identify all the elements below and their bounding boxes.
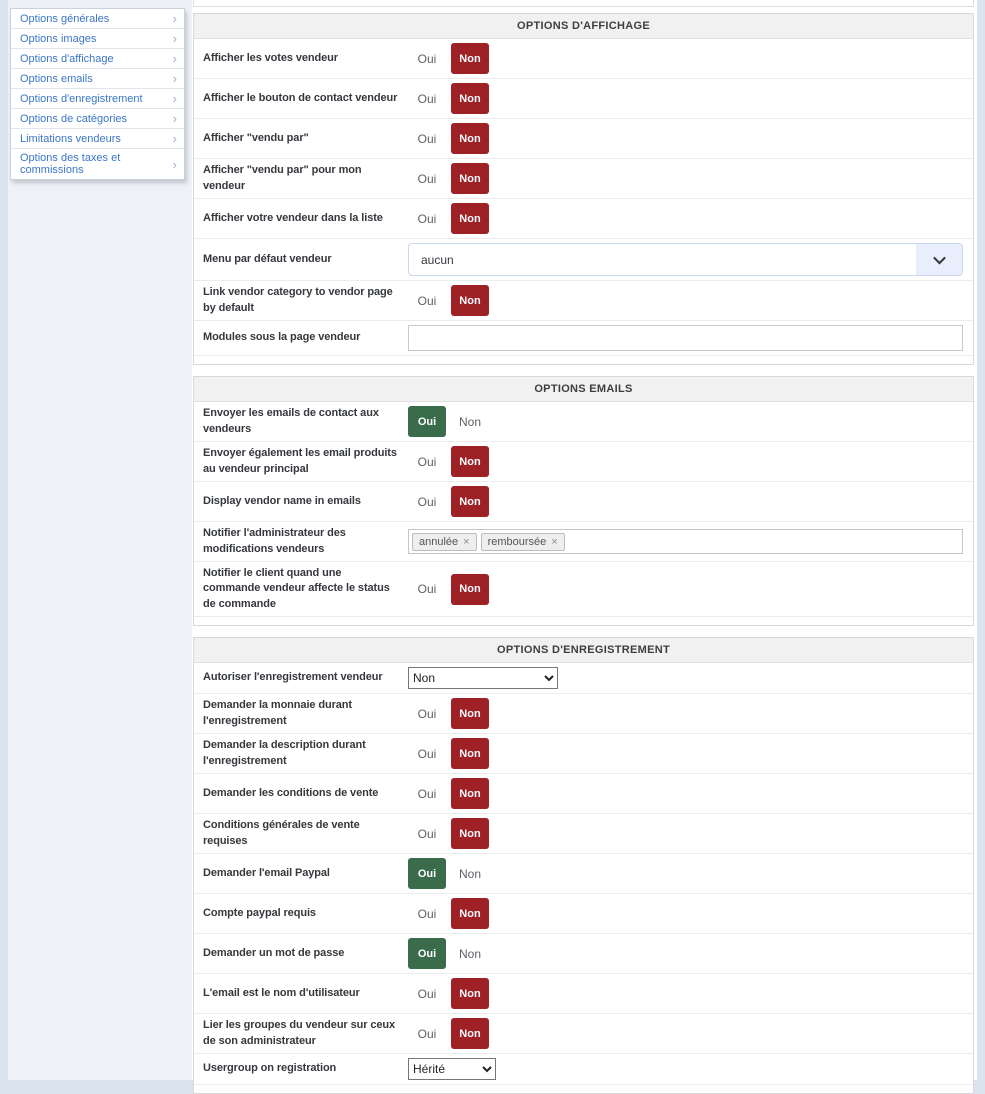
row-label: Envoyer les emails de contact aux vendeurs xyxy=(203,407,379,435)
email-est-nom-utilisateur-oui-button[interactable]: Oui xyxy=(417,986,437,1001)
notifier-client-commande-status-row xyxy=(194,562,973,617)
notifier-administrateur-modifications-row xyxy=(194,522,973,562)
sidebar-item-label: Options emails xyxy=(20,72,93,85)
chevron-right-icon: › xyxy=(172,71,177,86)
row-label: Afficher "vendu par" pour mon vendeur xyxy=(203,164,362,192)
row-control xyxy=(408,123,963,154)
afficher-votre-vendeur-liste-row xyxy=(194,199,973,239)
demander-email-paypal-row xyxy=(194,854,973,894)
envoyer-email-produits-vendeur-principal-toggle xyxy=(408,446,489,477)
notifier-client-commande-status-oui-button[interactable]: Oui xyxy=(417,582,437,597)
modules-sous-page-vendeur-input[interactable] xyxy=(408,325,963,351)
row-label: Afficher "vendu par" xyxy=(203,131,309,144)
section-panel-options-affichage xyxy=(193,13,974,365)
row-label: Demander un mot de passe xyxy=(203,946,345,959)
email-est-nom-utilisateur-toggle xyxy=(408,978,489,1009)
demander-monnaie-enregistrement-row xyxy=(194,694,973,734)
tag-remove-icon[interactable]: × xyxy=(551,535,558,548)
chevron-right-icon: › xyxy=(172,11,177,26)
tag-label: annulée xyxy=(419,535,459,548)
demander-conditions-vente-oui-button[interactable]: Oui xyxy=(417,786,437,801)
afficher-votes-vendeur-oui-button[interactable]: Oui xyxy=(417,51,437,66)
afficher-votre-vendeur-liste-oui-button[interactable]: Oui xyxy=(417,211,437,226)
envoyer-emails-contact-vendeurs-row xyxy=(194,402,973,442)
row-control xyxy=(408,574,963,605)
chevron-right-icon: › xyxy=(172,51,177,66)
demander-description-enregistrement-toggle xyxy=(408,738,489,769)
section-panel-options-enregistrement xyxy=(193,637,974,1094)
email-est-nom-utilisateur-row xyxy=(194,974,973,1014)
display-vendor-name-in-emails-non-button[interactable]: Non xyxy=(451,486,489,517)
sidebar-item-limitations-vendeurs[interactable] xyxy=(11,129,184,149)
sidebar-item-label: Options d'enregistrement xyxy=(20,92,143,105)
compte-paypal-requis-oui-button[interactable]: Oui xyxy=(417,906,437,921)
afficher-bouton-contact-vendeur-non-button[interactable]: Non xyxy=(451,83,489,114)
demander-description-enregistrement-row xyxy=(194,734,973,774)
select-value: aucun xyxy=(421,252,454,267)
sidebar-item-label: Limitations vendeurs xyxy=(20,132,121,145)
row-label: Demander la description durant l'enregistrement xyxy=(203,739,366,767)
compte-paypal-requis-row xyxy=(194,894,973,934)
tag-chip xyxy=(481,533,565,551)
row-control xyxy=(408,203,963,234)
autoriser-enregistrement-vendeur-row xyxy=(194,663,973,694)
row-control xyxy=(408,667,963,689)
sidebar-item-options-generales[interactable] xyxy=(11,9,184,29)
section-header: OPTIONS EMAILS xyxy=(194,377,973,402)
sidebar-item-options-categories[interactable] xyxy=(11,109,184,129)
afficher-votes-vendeur-toggle xyxy=(408,43,489,74)
sidebar-item-options-enregistrement[interactable] xyxy=(11,89,184,109)
sidebar-item-label: Options images xyxy=(20,32,97,45)
afficher-votre-vendeur-liste-non-button[interactable]: Non xyxy=(451,203,489,234)
envoyer-email-produits-vendeur-principal-row xyxy=(194,442,973,482)
row-control xyxy=(408,778,963,809)
chevron-down-glyph xyxy=(933,252,946,265)
demander-description-enregistrement-oui-button[interactable]: Oui xyxy=(417,746,437,761)
sidebar-item-label: Options des taxes et commissions xyxy=(20,152,121,176)
modules-sous-page-vendeur-row xyxy=(194,321,973,356)
compte-paypal-requis-non-button[interactable]: Non xyxy=(451,898,489,929)
section-header: OPTIONS D'AFFICHAGE xyxy=(194,14,973,39)
row-control xyxy=(408,1018,963,1049)
lier-groupes-vendeur-administrateur-row xyxy=(194,1014,973,1054)
afficher-vendu-par-mon-vendeur-non-button[interactable]: Non xyxy=(451,163,489,194)
lier-groupes-vendeur-administrateur-non-button[interactable]: Non xyxy=(451,1018,489,1049)
sidebar-item-label: Options de catégories xyxy=(20,112,128,125)
envoyer-email-produits-vendeur-principal-non-button[interactable]: Non xyxy=(451,446,489,477)
menu-par-defaut-vendeur-select[interactable] xyxy=(408,243,963,276)
demander-monnaie-enregistrement-non-button[interactable]: Non xyxy=(451,698,489,729)
demander-monnaie-enregistrement-toggle xyxy=(408,698,489,729)
row-label: Compte paypal requis xyxy=(203,906,316,919)
demander-email-paypal-non-button[interactable]: Non xyxy=(458,866,481,881)
sidebar-item-options-taxes-commissions[interactable] xyxy=(11,149,184,179)
afficher-votes-vendeur-row xyxy=(194,39,973,79)
row-label: Link vendor category to vendor page by default xyxy=(203,286,393,314)
sidebar-item-label: Options d'affichage xyxy=(20,52,114,65)
afficher-vendu-par-row xyxy=(194,119,973,159)
row-control xyxy=(408,738,963,769)
link-vendor-category-non-button[interactable]: Non xyxy=(451,285,489,316)
row-control xyxy=(408,486,963,517)
row-control xyxy=(408,406,963,437)
envoyer-emails-contact-vendeurs-toggle xyxy=(408,406,489,437)
row-label: L'email est le nom d'utilisateur xyxy=(203,986,360,999)
row-control xyxy=(408,938,963,969)
demander-conditions-vente-non-button[interactable]: Non xyxy=(451,778,489,809)
tag-chip xyxy=(412,533,477,551)
row-control xyxy=(408,898,963,929)
chevron-right-icon: › xyxy=(172,156,177,172)
afficher-bouton-contact-vendeur-row xyxy=(194,79,973,119)
sidebar xyxy=(8,0,192,1080)
afficher-vendu-par-mon-vendeur-row xyxy=(194,159,973,199)
usergroup-on-registration-row xyxy=(194,1054,973,1085)
row-label: Autoriser l'enregistrement vendeur xyxy=(203,671,383,684)
demander-email-paypal-oui-button[interactable]: Oui xyxy=(408,858,446,889)
demander-mot-de-passe-oui-button[interactable]: Oui xyxy=(408,938,446,969)
link-vendor-category-row xyxy=(194,281,973,321)
row-control xyxy=(408,83,963,114)
row-label: Menu par défaut vendeur xyxy=(203,252,332,265)
tag-remove-icon[interactable]: × xyxy=(463,535,470,548)
row-control xyxy=(408,818,963,849)
row-label: Envoyer également les email produits au vendeur principal xyxy=(203,447,397,475)
demander-mot-de-passe-row xyxy=(194,934,973,974)
demander-description-enregistrement-non-button[interactable]: Non xyxy=(451,738,489,769)
conditions-generales-vente-requises-toggle xyxy=(408,818,489,849)
usergroup-on-registration-select[interactable] xyxy=(408,1058,496,1080)
row-control xyxy=(408,446,963,477)
envoyer-emails-contact-vendeurs-oui-button[interactable]: Oui xyxy=(408,406,446,437)
sidebar-item-label: Options générales xyxy=(20,12,110,25)
chevron-down-icon xyxy=(916,244,962,275)
row-label: Lier les groupes du vendeur sur ceux de son administrateur xyxy=(203,1019,396,1047)
conditions-generales-vente-requises-row xyxy=(194,814,973,854)
row-label: Afficher votre vendeur dans la liste xyxy=(203,211,383,224)
afficher-votes-vendeur-non-button[interactable]: Non xyxy=(451,43,489,74)
row-control xyxy=(408,529,963,554)
lier-groupes-vendeur-administrateur-oui-button[interactable]: Oui xyxy=(417,1026,437,1041)
chevron-right-icon: › xyxy=(172,111,177,126)
row-control xyxy=(408,325,963,351)
email-est-nom-utilisateur-non-button[interactable]: Non xyxy=(451,978,489,1009)
row-label: Demander l'email Paypal xyxy=(203,866,330,879)
sidebar-item-options-emails[interactable] xyxy=(11,69,184,89)
row-label: Afficher les votes vendeur xyxy=(203,51,338,64)
row-control xyxy=(408,698,963,729)
row-label: Usergroup on registration xyxy=(203,1062,337,1075)
display-vendor-name-in-emails-row xyxy=(194,482,973,522)
envoyer-email-produits-vendeur-principal-oui-button[interactable]: Oui xyxy=(417,454,437,469)
demander-conditions-vente-toggle xyxy=(408,778,489,809)
row-label: Demander les conditions de vente xyxy=(203,786,379,799)
afficher-vendu-par-non-button[interactable]: Non xyxy=(451,123,489,154)
link-vendor-category-toggle xyxy=(408,285,489,316)
sidebar-item-options-images[interactable] xyxy=(11,29,184,49)
row-control xyxy=(408,163,963,194)
tag-label: remboursée xyxy=(487,535,547,548)
afficher-votre-vendeur-liste-toggle xyxy=(408,203,489,234)
demander-monnaie-enregistrement-oui-button[interactable]: Oui xyxy=(417,706,437,721)
autoriser-enregistrement-vendeur-select[interactable] xyxy=(408,667,558,689)
row-label: Notifier le client quand une commande vendeur affecte le status de commande xyxy=(203,567,390,610)
afficher-vendu-par-oui-button[interactable]: Oui xyxy=(417,131,437,146)
demander-mot-de-passe-toggle xyxy=(408,938,489,969)
demander-email-paypal-toggle xyxy=(408,858,489,889)
section-header: OPTIONS D'ENREGISTREMENT xyxy=(194,638,973,663)
row-control xyxy=(408,243,963,276)
conditions-generales-vente-requises-non-button[interactable]: Non xyxy=(451,818,489,849)
notifier-client-commande-status-non-button[interactable]: Non xyxy=(451,574,489,605)
afficher-vendu-par-toggle xyxy=(408,123,489,154)
afficher-vendu-par-mon-vendeur-oui-button[interactable]: Oui xyxy=(417,171,437,186)
menu-par-defaut-vendeur-row xyxy=(194,239,973,281)
row-control xyxy=(408,285,963,316)
chevron-right-icon: › xyxy=(172,31,177,46)
row-control xyxy=(408,43,963,74)
row-control xyxy=(408,978,963,1009)
section-panel-options-emails xyxy=(193,376,974,626)
row-label: Demander la monnaie durant l'enregistrement xyxy=(203,699,352,727)
envoyer-emails-contact-vendeurs-non-button[interactable]: Non xyxy=(458,414,481,429)
lier-groupes-vendeur-administrateur-toggle xyxy=(408,1018,489,1049)
display-vendor-name-in-emails-oui-button[interactable]: Oui xyxy=(417,494,437,509)
row-label: Display vendor name in emails xyxy=(203,494,361,507)
row-label: Afficher le bouton de contact vendeur xyxy=(203,91,398,104)
display-vendor-name-in-emails-toggle xyxy=(408,486,489,517)
demander-mot-de-passe-non-button[interactable]: Non xyxy=(458,946,481,961)
notifier-client-commande-status-toggle xyxy=(408,574,489,605)
compte-paypal-requis-toggle xyxy=(408,898,489,929)
settings-menu xyxy=(10,8,185,180)
previous-panel-edge xyxy=(193,0,974,7)
row-label: Modules sous la page vendeur xyxy=(203,331,361,344)
row-control xyxy=(408,858,963,889)
chevron-right-icon: › xyxy=(172,91,177,106)
conditions-generales-vente-requises-oui-button[interactable]: Oui xyxy=(417,826,437,841)
sidebar-item-options-affichage[interactable] xyxy=(11,49,184,69)
link-vendor-category-oui-button[interactable]: Oui xyxy=(417,293,437,308)
chevron-right-icon: › xyxy=(172,131,177,146)
afficher-vendu-par-mon-vendeur-toggle xyxy=(408,163,489,194)
row-label: Notifier l'administrateur des modifications vendeurs xyxy=(203,527,346,555)
afficher-bouton-contact-vendeur-oui-button[interactable]: Oui xyxy=(417,91,437,106)
main-content xyxy=(192,0,977,1080)
row-control xyxy=(408,1058,963,1080)
row-label: Conditions générales de vente requises xyxy=(203,819,360,847)
afficher-bouton-contact-vendeur-toggle xyxy=(408,83,489,114)
demander-conditions-vente-row xyxy=(194,774,973,814)
notifier-administrateur-modifications-input[interactable] xyxy=(408,529,963,554)
